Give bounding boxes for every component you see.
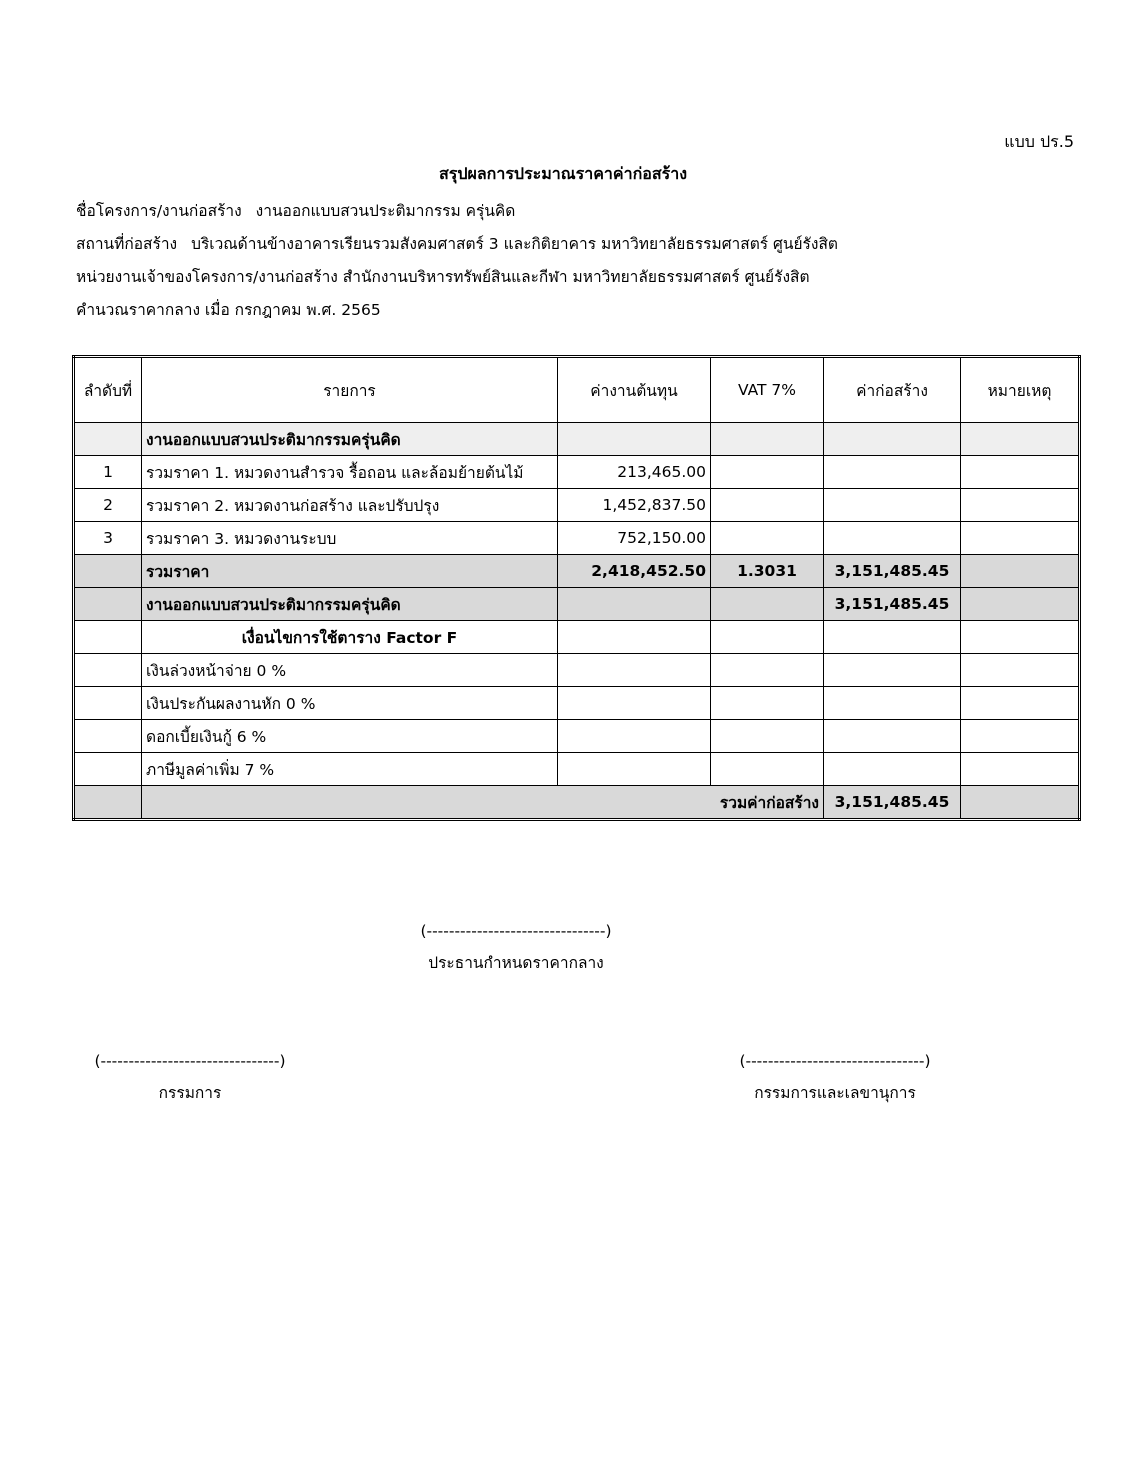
subtotal-cost: 2,418,452.50 xyxy=(558,555,711,588)
row-cost: 1,452,837.50 xyxy=(558,489,711,522)
table-row xyxy=(74,456,1080,489)
site-line xyxy=(76,231,838,256)
row-no: 2 xyxy=(74,489,142,522)
header-vat: VAT 7% xyxy=(711,357,824,423)
grand-total-label: รวมค่าก่อสร้าง xyxy=(142,786,824,820)
row-cost: 752,150.00 xyxy=(558,522,711,555)
calc-date-line: คำนวณราคากลาง เมื่อ กรกฎาคม พ.ศ. 2565 xyxy=(76,301,381,319)
chair-role: ประธานกำหนดราคากลาง xyxy=(428,954,604,972)
cost-summary-table xyxy=(72,355,1081,821)
owner-line: หน่วยงานเจ้าของโครงการ/งานก่อสร้าง สำนักงานบริหารทรัพย์สินและกีฬา มหาวิทยาลัยธรรมศาสตร์ ศูนย์รังสิต xyxy=(76,268,810,286)
signature-line: (--------------------------------) xyxy=(420,922,612,940)
subtotal-factor: 1.3031 xyxy=(711,555,824,588)
header-item: รายการ xyxy=(142,357,558,423)
document-title: สรุปผลการประมาณราคาค่าก่อสร้าง xyxy=(438,164,688,183)
committee-role: กรรมการ xyxy=(158,1084,222,1102)
group-total-row xyxy=(74,588,1080,621)
factor-title-row xyxy=(74,621,1080,654)
condition-row xyxy=(74,720,1080,753)
header-remark: หมายเหตุ xyxy=(961,357,1080,423)
site-label: สถานที่ก่อสร้าง xyxy=(76,235,178,253)
chair-signature-block xyxy=(416,922,616,975)
site-value: บริเวณด้านข้างอาคารเรียนรวมสังคมศาสตร์ 3 และกิติยาคาร มหาวิทยาลัยธรรมศาสตร์ ศูนย์รังสิต xyxy=(191,235,838,253)
header-cost: ค่างานต้นทุน xyxy=(558,357,711,423)
group-total-label: งานออกแบบสวนประติมากรรมครุ่นคิด xyxy=(142,588,558,621)
table-row xyxy=(74,489,1080,522)
group-total-construction: 3,151,485.45 xyxy=(824,588,961,621)
project-label: ชื่อโครงการ/งานก่อสร้าง xyxy=(76,202,242,220)
row-item: รวมราคา 2. หมวดงานก่อสร้าง และปรับปรุง xyxy=(142,489,558,522)
signature-line: (--------------------------------) xyxy=(739,1052,931,1070)
project-line xyxy=(76,198,515,223)
condition-row xyxy=(74,753,1080,786)
condition-text: ภาษีมูลค่าเพิ่ม 7 % xyxy=(142,753,558,786)
header-construction: ค่าก่อสร้าง xyxy=(824,357,961,423)
signature-line: (--------------------------------) xyxy=(94,1052,286,1070)
secretary-role: กรรมการและเลขานุการ xyxy=(754,1084,916,1102)
header-no: ลำดับที่ xyxy=(74,357,142,423)
committee-signature-block xyxy=(90,1052,290,1105)
condition-text: เงินล่วงหน้าจ่าย 0 % xyxy=(142,654,558,687)
subtotal-construction: 3,151,485.45 xyxy=(824,555,961,588)
condition-row xyxy=(74,687,1080,720)
table-row xyxy=(74,522,1080,555)
subtotal-label: รวมราคา xyxy=(142,555,558,588)
group-title-row xyxy=(74,423,1080,456)
row-no: 1 xyxy=(74,456,142,489)
table-header-row xyxy=(74,357,1080,423)
group-title: งานออกแบบสวนประติมากรรมครุ่นคิด xyxy=(142,423,558,456)
condition-text: ดอกเบี้ยเงินกู้ 6 % xyxy=(142,720,558,753)
factor-title: เงื่อนไขการใช้ตาราง Factor F xyxy=(142,621,558,654)
grand-total-construction: 3,151,485.45 xyxy=(824,786,961,820)
grand-total-row xyxy=(74,786,1080,820)
subtotal-row xyxy=(74,555,1080,588)
project-value: งานออกแบบสวนประติมากรรม ครุ่นคิด xyxy=(255,202,516,220)
condition-row xyxy=(74,654,1080,687)
row-item: รวมราคา 1. หมวดงานสำรวจ รื้อถอน และล้อมย้ายต้นไม้ xyxy=(142,456,558,489)
row-item: รวมราคา 3. หมวดงานระบบ xyxy=(142,522,558,555)
condition-text: เงินประกันผลงานหัก 0 % xyxy=(142,687,558,720)
form-code: แบบ ปร.5 xyxy=(1004,132,1074,151)
row-cost: 213,465.00 xyxy=(558,456,711,489)
row-no: 3 xyxy=(74,522,142,555)
secretary-signature-block xyxy=(735,1052,935,1105)
